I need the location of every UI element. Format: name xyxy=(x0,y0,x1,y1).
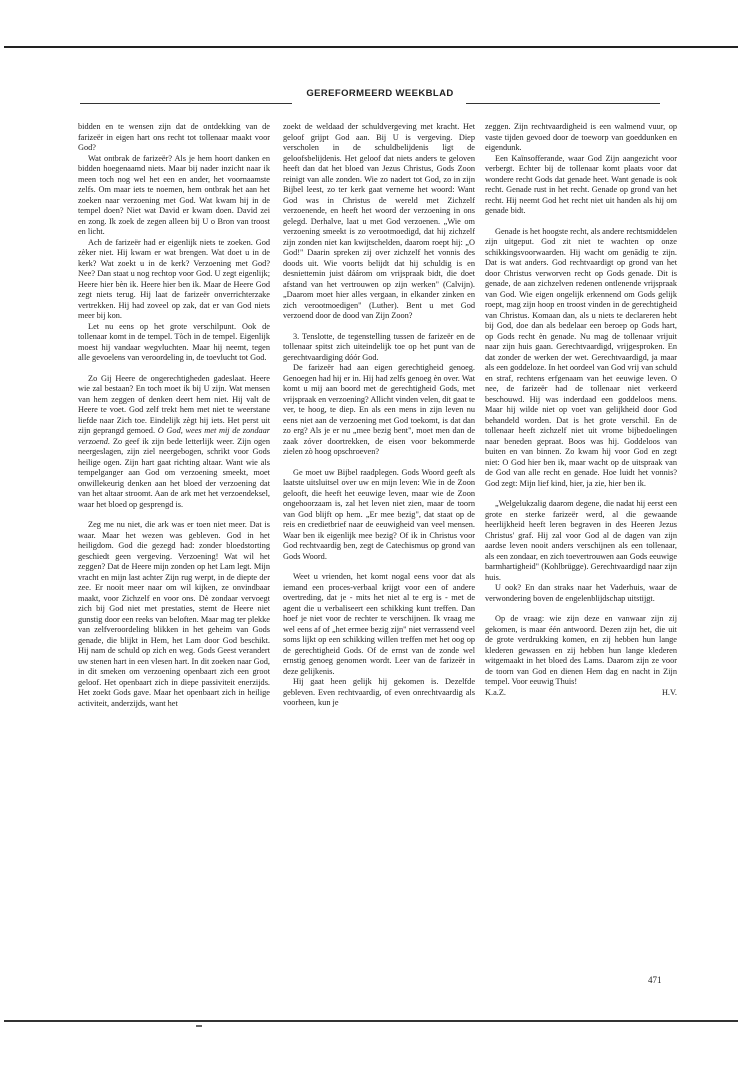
top-border-line xyxy=(4,46,738,48)
column-2 xyxy=(283,122,475,709)
paragraph: Zeg me nu niet, die ark was er toen niet meer. Dat is waar. Maar het wezen was gebleven. God in het heiligdom. God die gezegd had: zonder bloedstorting geschiedt geen vergeving. Verzoening! Wat wil het zeggen? Dat de Heere mijn zonden op het Lam legt. Mijn vracht en mijn last achter Zijn rug werpt, in de diepte der zee. Er nooit meer naar om wil kijken, ze onvindbaar maakt, voor Zichzelf en voor ons. Dè zondaar vervoegt zich bij God niet met prestaties, stemt de Heere niet gunstig door een reeks van beloften. Maar mag ter plekke van zelfveroordeling blikken in het geheim van Gods genade, die blijkt in Hem, het Lam door God beschikt. Hij nam de schuld op zich en weg. Gods Geest verandert uw stenen hart in een vlesen hart. In dit zoeken naar God, in dit smeken om verzoening openbaart zich een groot geloof. Het openbaart zich in diepe passiviteit enerzijds. Het zoekt Gods gave. Maar het openbaart zich in heilige activiteit, anderzijds, want het xyxy=(78,520,270,708)
paragraph: Een Kaïnsofferande, waar God Zijn aangezicht voor verbergt. Echter bij de tollenaar komt plaats voor dat wondere recht Gods dat genade heet. Want genade is ook recht. Genade rust in het recht. Genade op grond van het recht. Hij neemt God het recht niet uit handen als hij om genade bidt. xyxy=(485,153,677,215)
paragraph: 3. Tenslotte, de tegenstelling tussen de farizeër en de tollenaar spitst zich uiteindelijk toe op het punt van de gerechtvaardiging dóór God. xyxy=(283,331,475,362)
header-rule-left xyxy=(80,103,292,104)
paragraph: bidden en te wensen zijn dat de ontdekking van de farizeër in eigen hart ons recht tot tollenaar maakt voor God? xyxy=(78,122,270,152)
paragraph: „Welgelukzalig daarom degene, die nadat hij eerst een grote en sterke farizeër werd, al die gewaande heerlijkheid heeft leren begraven in des Heeren Jezus Christus' graf. Hij zal voor God al de dagen van zijn aardse leven nooit anders verschijnen als een tollenaar, als een zondaar, en zich toevertrouwen aan Gods eeuwige barmhartigheid" (Kohlbrügge). Gerechtvaardigd naar zijn huis. xyxy=(485,499,677,582)
paragraph: Zo Gij Heere de ongerechtigheden gadeslaat. Heere wie zal bestaan? En toch moet ik bij U zijn. Wat mensen van hem zeggen of denken deert hem niet. Hij valt de Heere te voet. God zelf trekt hem met niet te weerstane liefde naar Zich toe. Eindelijk zègt hij iets. Het perst uit zijn geprangd gemoed. O God, wees met mij de zondaar verzoend. Zo geef ik zijn bede letterlijk weer. Zijn ogen neergeslagen, zijn ziel neergebogen, schrikt voor Gods heilige ogen. Zijn hart gaat richting altaar. Want wie als tempelganger aan God om verzoening smeekt, moet onwillekeurig denken aan het bloed der verzoening dat van het altaar stroomt. Aan de ark met het verzoendeksel, waar het bloed op gesprengd is. xyxy=(78,373,270,509)
paragraph: Weet u vrienden, het komt nogal eens voor dat als iemand een proces-verbaal krijgt voor een of andere overtreding, dat je - mits het niet al te erg is - met de agent die u verbaliseert een schikking kunt treffen. Dan hoef je niet voor de rechter te verschijnen. Ik vraag me wel eens af of „het ermee bezig zijn" niet verrassend veel soms lijkt op een schikking willen treffen met het oog op de gerechtigheid Gods. Of de ernst van de zonde wel ernstig genoeg genomen wordt. Leer van de farizeër in deze gelijkenis. xyxy=(283,572,475,676)
page-number: 471 xyxy=(648,975,662,985)
paragraph: U ook? En dan straks naar het Vaderhuis, waar de verwondering boven de engelenblijdschap uitstijgt. xyxy=(485,583,677,603)
header-rule-right xyxy=(466,103,660,104)
signature-left: K.a.Z. xyxy=(485,687,506,697)
signature-line xyxy=(485,688,677,699)
paragraph: Let nu eens op het grote verschilpunt. Ook de tollenaar komt in de tempel. Tòch in de tempel. Eigenlijk moest hij vandaar wegvluchten. Maar hij neemt, tegen alle gevoelens van veroordeling in, de toevlucht tot God. xyxy=(78,321,270,362)
paragraph: De farizeër had aan eigen gerechtigheid genoeg. Genoegen had hij er in. Hij had zelfs genoeg èn over. Wat komt u mij aan boord met de gerechtigheid Gods, met vrijspraak en verzoening? Allicht vinden velen, dit gaat te ver, te hoog, te diep. En als een mens in zijn leven nu eens niet aan de verzoening met God toekomt, is dat dan zo erg? Als je er nu „mee bezig bent", moet men dan de zaak zóver doortrekken, de eisen voor bekommerde zielen zò hoog opschroeven? xyxy=(283,363,475,456)
prayer-quote: O God, wees met mij de zondaar verzoend. xyxy=(78,426,270,446)
signature-right: H.V. xyxy=(661,687,677,697)
page-header: GEREFORMEERD WEEKBLAD xyxy=(306,88,454,99)
paragraph: Genade is het hoogste recht, als andere rechtsmiddelen zijn uitgeput. God zit niet te wachten op onze schikkingsvoorwaarden. Hij wacht om genādig te zijn. Dat is wat anders. God rechtvaardigt op grond van het door Christus verworven recht op Gods genade. Dit is genade, de aan zichzelven redenen ontlenende vrijspraak van God. Wie eigen ongelijk erkennend om Gods gelijk roept, mag zijn hoop en troost vinden in de gerechtigheid van Christus. Komaan dan, als u niets te declareren hebt bij God, doe dan als bedelaar een beroep op Gods hart, op Gods recht èn genade. Nu mag de tollenaar vrijuit naar zijn huis gaan. Gerechtvaardigd, vrijgesproken. En dat zonder de werken der wet. Gerechtvaardigd, ja maar als een goddeloze. In het oordeel van God vrij van schuld en straf, rechtens erfgenaam van het eeuwige leven. O nee, de farizeër had de tollenaar niet verkeerd beschouwd. Hij was inderdaad een goddeloos mens. Maar hij wilde niet op voet van gelijkheid door God behandeld worden. Dat is het grote verschil. En de tollenaar heeft zichzelf niet uit vrome bijbedoelingen naar beneden gepraat. Boos was hij. Goddeloos van buiten en van binnen. Zo kwam hij voor God en zegt niet: O God hier ben ik, maar wacht op de uitspraak van de God van alle recht en genade. Hoe luidt het vonnis? God zegt: Mijn lief kind, hier, ja zie, hier ben ik. xyxy=(485,226,678,488)
paragraph: Ge moet uw Bijbel raadplegen. Gods Woord geeft als laatste uitsluitsel over uw en mijn leven: Wie in de Zoon gelooft, die heeft het eeuwige leven, maar wie de Zoon ongehoorzaam is, zal het leven niet zien, maar de toorn van God blijft op hem. „Er mee bezig", dat staat op de reis en credietbrief naar de eeuwigheid van veel mensen. Waar ben ik eigenlijk mee bezig? Of ik in Christus voor God rechtvaardig ben, zegt de Catechismus op grond van Gods Woord. xyxy=(283,467,475,561)
scan-speck xyxy=(196,1025,202,1027)
paragraph: Op de vraag: wie zijn deze en vanwaar zijn zij gekomen, is maar één antwoord. Dezen zijn het, die uit de grote verdrukking komen, en zij hebben hun lange klederen gewassen en zij hebben hun lange klederen witgemaakt in het bloed des Lams. Daarom zijn ze voor de toorn van God en dienen Hem dag en nacht in Zijn tempel. Voor eeuwig Thuis! xyxy=(485,614,677,686)
paragraph: zoekt de weldaad der schuldvergeving met kracht. Het geloof grijpt God aan. Bij U is vergeving. Diep verscholen in de schuldbelijdenis ligt de geloofsbelijdenis. Het geloof dat niets anders te geloven heeft dan dat het bloed van Jezus Christus, Gods Zoon reinigt van alle zonden. Wie zo nadert tot God, zo in zijn Bijbel leest, zo ter kerk gaat verneme het woord: Want God was in Christus de wereld met Zichzelf verzoenende, en heeft het woord der verzoening in ons gelegd. Derhalve, laat u met God verzoenen. „Wie om verzoening smeekt is zo verootmoedigd, dat hij zichzelf zijn zonden niet kan kwijtschelden, daarom roept hij: „O God!" Daarin spreken zij over zichzelf het vonnis des doods uit. Wie voorts belijdt dat hij schuldig is en desniettemin juist dáárom om vrijspraak bidt, die doet afstand van het vertrouwen op zijn werken" (Calvijn). „Daarom moet hier alles vergaan, in elkander zinken en zich verootmoedigen" (Luther). Bent u met God verzoend door de dood van Zijn Zoon? xyxy=(283,122,475,320)
column-3 xyxy=(485,122,677,698)
bottom-border-line xyxy=(4,1020,738,1022)
paragraph: Ach de farizeër had er eigenlijk niets te zoeken. God zèker niet. Hij kwam er wat brengen. Wat doet u in de kerk? Wat zoekt u in de kerk? Verzoening met God? Nee? Dan staat u nog rechtop voor God. U zegt eigenlijk; Heere hier bèn ik. Heere hier ben ik. Maar de Heere God zegt niets terug. Hij laat de farizeër onverrichterzake vertrekken. Hij had zoveel op zak, dat er van God niets meer bij kon. xyxy=(78,237,270,320)
column-1 xyxy=(78,122,270,709)
paragraph: Hij gaat heen gelijk hij gekomen is. Dezelfde gebleven. Even rechtvaardig, of even onrechtvaardig als voorheen, kun je xyxy=(283,677,475,707)
paragraph: Wat ontbrak de farizeër? Als je hem hoort danken en bidden hoegenaamd niets. Maar bij nader inzicht naar ik meen toch nog wel het een en ander, het voornaamste zelfs. Om maar iets te noemen, hem ontbrak het aan het zoeken naar verzoening met God. Wat kwam hij in de tempel doen? Niet wat David er kwam doen. David zei en zong. Ik zoek de zegen alleen bij U o Bron van troost en licht. xyxy=(78,153,270,236)
paragraph: zeggen. Zijn rechtvaardigheid is een walmend vuur, op vaste tijden gevoed door de toeworp van goeddunken en eigendunk. xyxy=(485,122,677,152)
